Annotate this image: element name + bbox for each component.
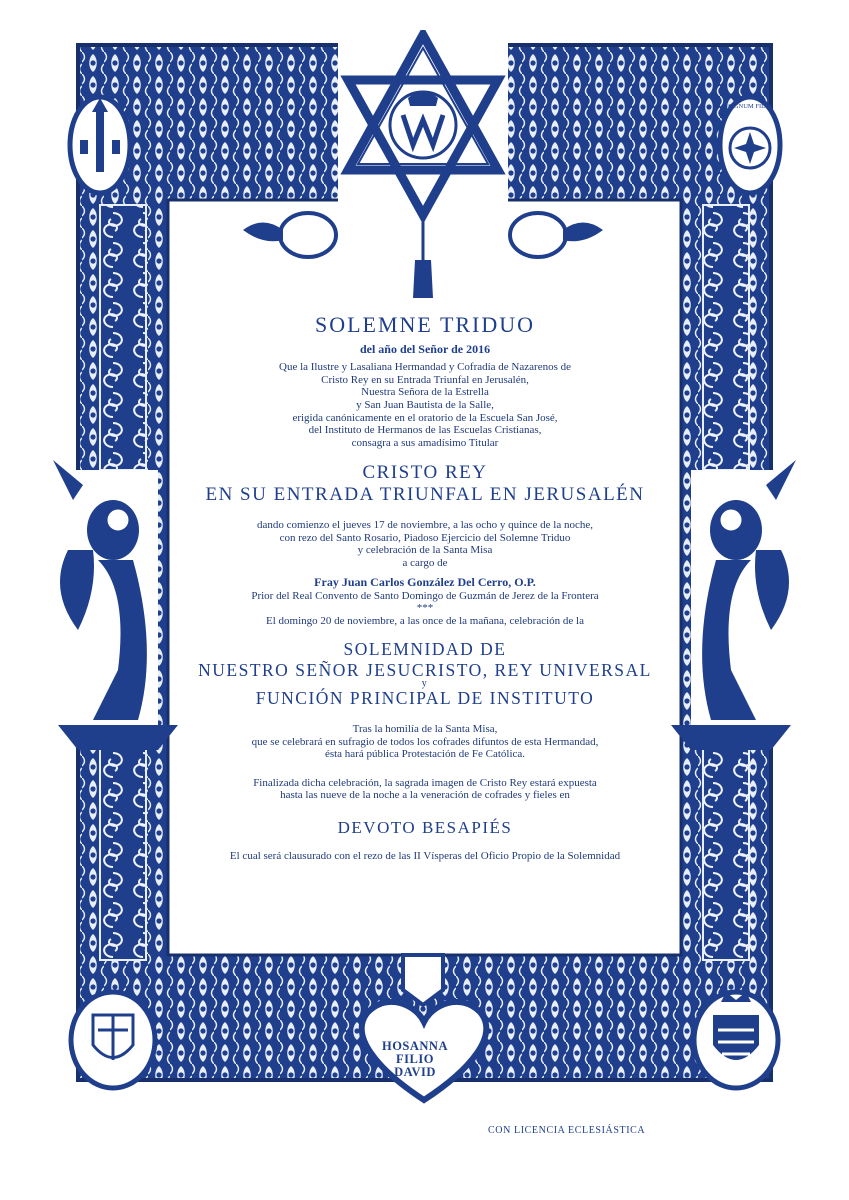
expuesta-paragraph (175, 777, 675, 802)
license-note: CON LICENCIA ECLESIÁSTICA (488, 1125, 646, 1136)
closing-line: El cual será clausurado con el rezo de las II Vísperas del Oficio Propio de la Solemnidad (229, 849, 621, 862)
separator: *** (416, 602, 434, 615)
page-subtitle: del año del Señor de 2016 (359, 342, 491, 357)
tower-emblem-icon (70, 97, 130, 193)
triduo-line: y celebración de la Santa Misa (357, 544, 493, 557)
triduo-line: a cargo de (402, 557, 448, 570)
expuesta-line: Finalizada dicha celebración, la sagrada imagen de Cristo Rey estará expuesta (253, 776, 597, 789)
homilia-paragraph (175, 723, 675, 761)
intro-line: Cristo Rey en su Entrada Triunfal en Jerusalén, (321, 373, 529, 386)
titular-heading (175, 462, 675, 508)
solemnidad-line-3: FUNCIÓN PRINCIPAL DE INSTITUTO (255, 688, 595, 709)
sunday-line: El domingo 20 de noviembre, a las once de la mañana, celebración de la (266, 614, 584, 627)
intro-line: consagra a sus amadísimo Titular (351, 436, 499, 449)
intro-line: Nuestra Señora de la Estrella (361, 386, 489, 399)
main-text (175, 312, 675, 862)
intro-line: erigida canónicamente en el oratorio de la Escuela San José, (292, 411, 558, 424)
solemnidad-line-1: SOLEMNIDAD DE (343, 639, 507, 660)
angel-figure-icon (691, 460, 796, 725)
titular-line-1: CRISTO REY (362, 461, 488, 483)
homilia-line: Tras la homilía de la Santa Misa, (352, 722, 498, 735)
municipal-coat-of-arms-icon (694, 992, 778, 1088)
preacher-name: Fray Juan Carlos González Del Cerro, O.P. (314, 574, 536, 589)
motto-line-1: HOSANNA (381, 1039, 448, 1053)
seal-text: SIGNUM FIDEI (728, 103, 772, 110)
solemnidad-line-2: NUESTRO SEÑOR JESUCRISTO, REY UNIVERSAL (198, 659, 652, 680)
angel-figure-icon (53, 460, 158, 725)
motto-line-2: FILIO (396, 1052, 434, 1067)
triduo-line: dando comienzo el jueves 17 de noviembre, a las ocho y quince de la noche, (257, 519, 593, 532)
triduo-line: con rezo del Santo Rosario, Piadoso Ejercicio del Solemne Triduo (279, 531, 571, 544)
titular-line-2: EN SU ENTRADA TRIUNFAL EN JERUSALÉN (205, 484, 645, 506)
besapies-heading: DEVOTO BESAPIÉS (337, 818, 513, 838)
expuesta-line: hasta las nueve de la noche a la veneración de cofrades y fieles en (280, 789, 570, 802)
solemnidad-conj: y (421, 678, 429, 690)
motto-line-3: DAVID (394, 1065, 436, 1080)
preacher-role: Prior del Real Convento de Santo Domingo de Guzmán de Jerez de la Frontera (251, 589, 599, 602)
intro-line: y San Juan Bautista de la Salle, (356, 399, 494, 412)
homilia-line: ésta hará pública Protestación de Fe Católica. (324, 748, 526, 761)
intro-paragraph (175, 361, 675, 449)
bishop-coat-of-arms-icon (71, 992, 155, 1088)
homilia-line: que se celebrará en sufragio de todos los cofrades difuntos de esta Hermandad, (251, 735, 599, 748)
signum-fidei-seal-icon (720, 97, 780, 193)
triduo-paragraph (175, 519, 675, 570)
intro-line: Que la Ilustre y Lasaliana Hermandad y Cofradía de Nazarenos de (279, 361, 571, 374)
intro-line: del Instituto de Hermanos de las Escuelas Cristianas, (308, 424, 542, 437)
solemnidad-heading (175, 639, 675, 708)
motto (364, 1040, 466, 1079)
page-title: SOLEMNE TRIDUO (314, 312, 536, 337)
